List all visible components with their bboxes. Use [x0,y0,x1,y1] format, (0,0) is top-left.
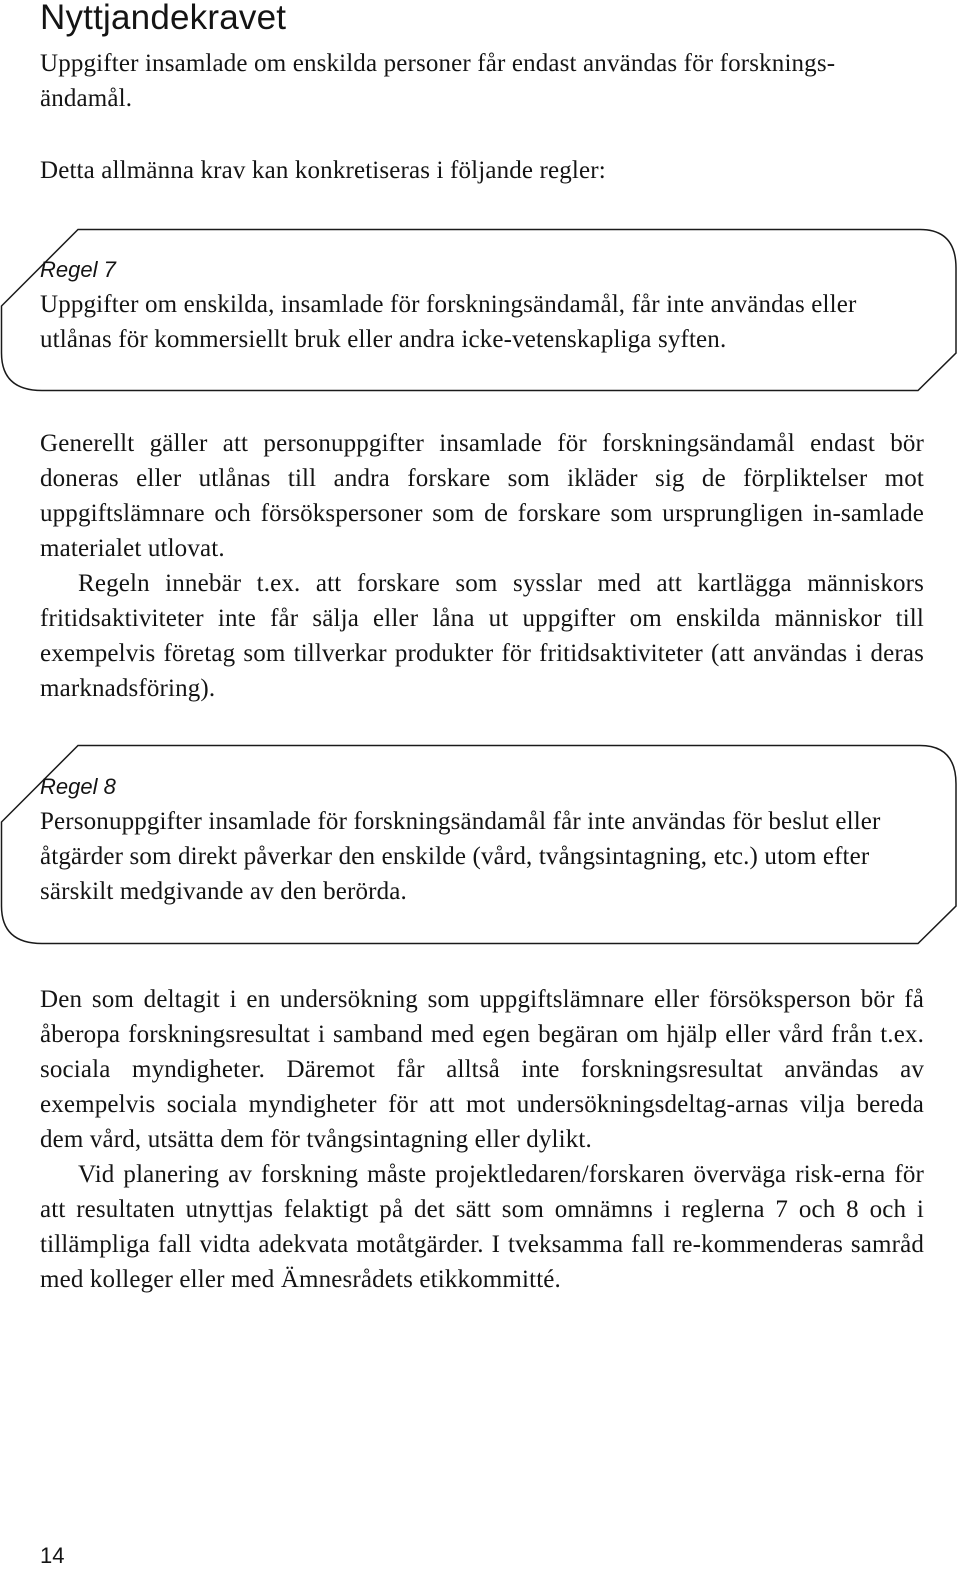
intro-block [40,46,924,116]
rule-8-box [40,773,924,909]
rules-lead: Detta allmänna krav kan konkretiseras i följande regler: [40,157,606,184]
rule-7-title: Regel 7 [40,257,116,282]
rule-8-title: Regel 8 [40,774,116,799]
section-2-paragraph-2: Vid planering av forskning måste projektledaren/forskaren överväga risk-erna för att resultaten utnyttjas felaktigt på det sätt som omnämns i reglerna 7 och 8 och i tillämpliga fall vidta adekvata motåtgärder. I tveksamma fall re-kommenderas samråd med kolleger eller med Ämnesrådets etikkommitté. [40,1161,924,1293]
section-1-paragraph-2: Regeln innebär t.ex. att forskare som sysslar med att kartlägga människors fritidsaktiviteter inte får sälja eller låna ut uppgifter om enskilda människor till exempelvis företag som tillverkar produkter för fritidsaktiviteter (att användas i deras marknadsföring). [40,570,924,702]
rule-7-box [40,256,924,357]
rule-8-text: Personuppgifter insamlade för forskningsändamål får inte användas för beslut eller åtgärder som direkt påverkar den enskilde (vård, tvångsintagning, etc.) utom efter särskilt medgivande av den berörda. [40,808,881,905]
section-2-text [40,982,924,1297]
intro-line-1: Uppgifter insamlade om enskilda personer får endast användas för forsknings- [40,50,836,77]
rules-lead-block [40,153,924,188]
rule-7-text: Uppgifter om enskilda, insamlade för forskningsändamål, får inte användas eller utlånas för kommersiellt bruk eller andra icke-vetenskapliga syften. [40,291,857,353]
section-1-paragraph-1: Generellt gäller att personuppgifter insamlade för forskningsändamål endast bör doneras eller utlånas till andra forskare som ikläder sig de förpliktelser mot uppgiftslämnare och försökspersoner som de forskare som ursprungligen in-samlade materialet utlovat. [40,430,924,562]
section-heading: Nyttjandekravet [40,0,287,37]
section-1-text [40,426,924,706]
page-number: 14 [40,1543,65,1568]
intro-line-2: ändamål. [40,85,133,112]
section-2-paragraph-1: Den som deltagit i en undersökning som uppgiftslämnare eller försöksperson bör få åberopa forskningsresultat i samband med egen begäran om hjälp eller vård från t.ex. sociala myndigheter. Däremot får alltså inte forskningsresultat användas av exempelvis sociala myndigheter för att mot undersökningsdeltag-arnas vilja bereda dem vård, utsätta dem för tvångsintagning eller dylikt. [40,986,924,1153]
